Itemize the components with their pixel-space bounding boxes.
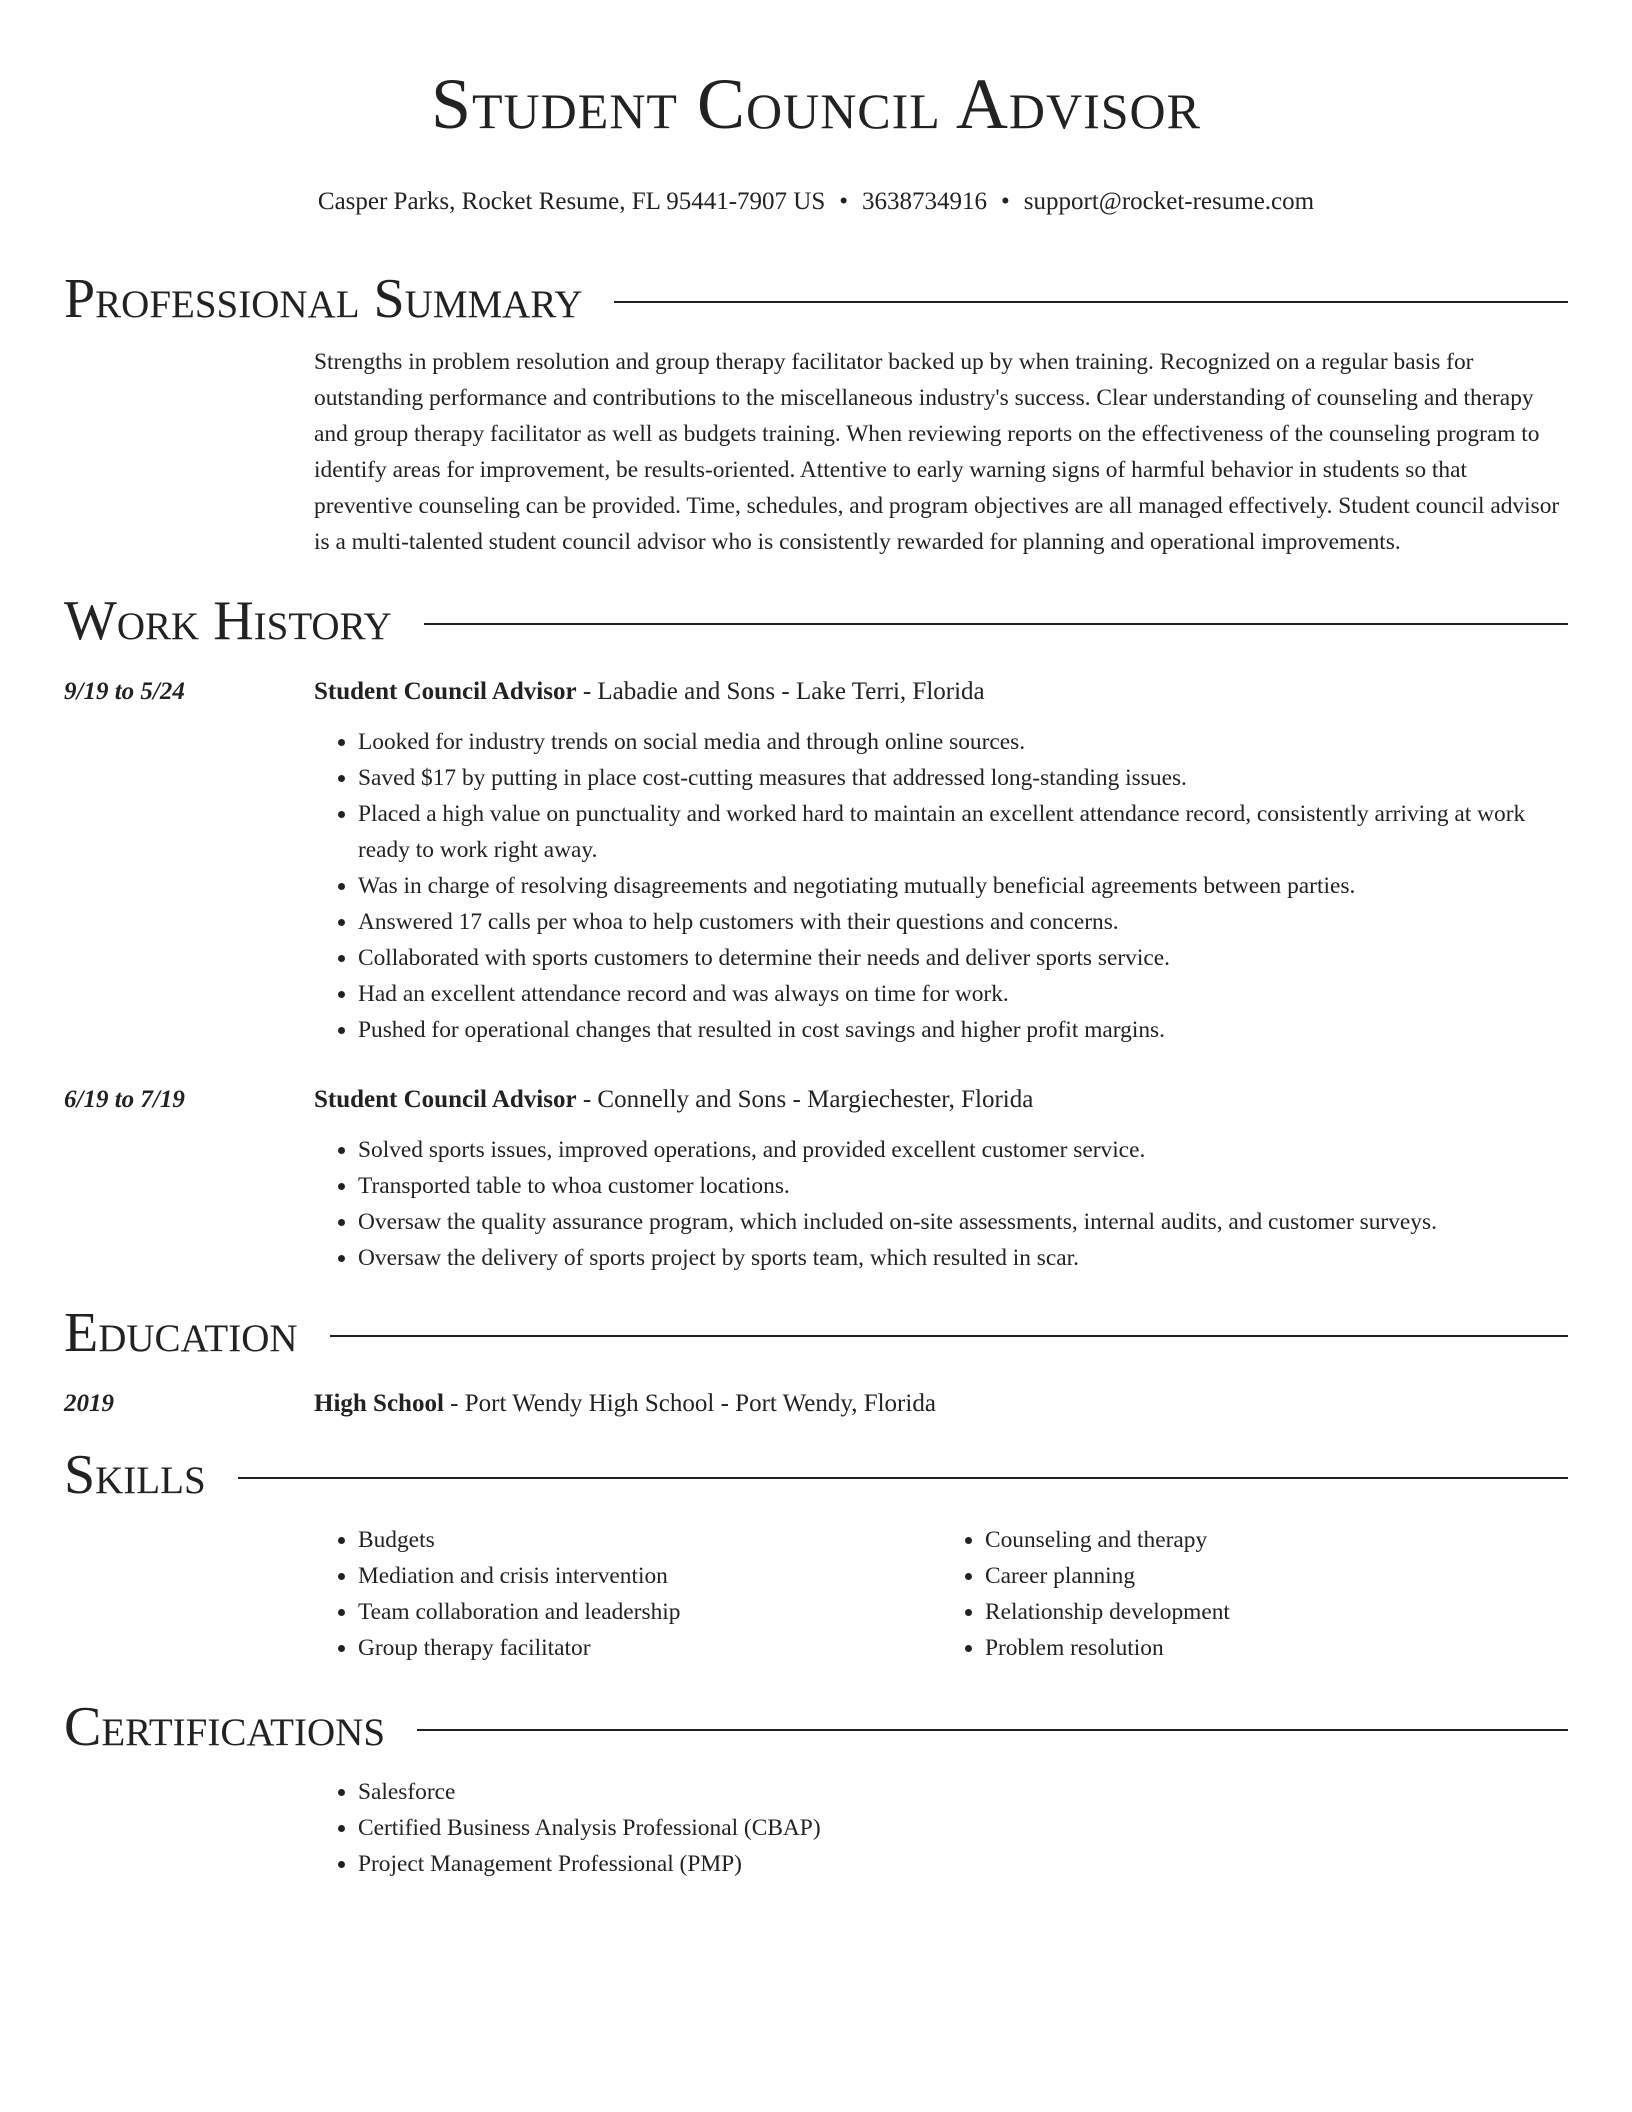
skill-item: • Relationship development <box>985 1594 1568 1630</box>
job-entry <box>64 674 1568 1048</box>
job-bullet: • Placed a high value on punctuality and worked hard to maintain an excellent attendance record, consistently arriving at work ready to work right away. <box>358 796 1568 868</box>
job-bullet: • Saved $17 by putting in place cost-cutting measures that addressed long-standing issues. <box>358 760 1568 796</box>
education-degree: High School <box>314 1390 444 1417</box>
certifications-list <box>314 1774 1568 1882</box>
job-dates: 6/19 to 7/19 <box>64 1086 185 1113</box>
skills-column-left <box>314 1522 941 1666</box>
skills-column-right <box>941 1522 1568 1666</box>
contact-address: Casper Parks, Rocket Resume, FL 95441-7907 US <box>317 188 826 215</box>
skill-item: • Group therapy facilitator <box>358 1630 941 1666</box>
job-details: - Labadie and Sons - Lake Terri, Florida <box>576 678 985 705</box>
resume-title: Student Council Advisor <box>430 64 1202 144</box>
education-entry <box>64 1386 1568 1422</box>
certifications-section-header <box>64 1694 1568 1760</box>
section-divider <box>238 1477 1568 1479</box>
education-section-header <box>64 1300 1568 1366</box>
job-bullet: • Pushed for operational changes that resulted in cost savings and higher profit margins. <box>358 1012 1568 1048</box>
job-bullet: • Solved sports issues, improved operations, and provided excellent customer service. <box>358 1132 1568 1168</box>
skill-item: • Problem resolution <box>985 1630 1568 1666</box>
certification-item: • Certified Business Analysis Professional (CBAP) <box>358 1810 1568 1846</box>
contact-phone: 3638734916 <box>862 188 988 215</box>
contact-email[interactable]: support@rocket-resume.com <box>1023 188 1315 215</box>
job-bullets <box>314 724 1568 1048</box>
job-bullet: • Looked for industry trends on social media and through online sources. <box>358 724 1568 760</box>
summary-text: Strengths in problem resolution and group therapy facilitator backed up by when training. Recognized on a regular basis for outstanding performance and contributions to the miscellaneous industry's success. Clear understanding of counseling and therapy and group therapy facilitator as well as budgets training. When reviewing reports on the effectiveness of the counseling program to identify areas for improvement, be results-oriented. Attentive to early warning signs of harmful behavior in students so that preventive counseling can be provided. Time, schedules, and program objectives are all managed effectively. Student council advisor is a multi-talented student council advisor who is consistently rewarded for planning and operational improvements. <box>314 349 1560 555</box>
work-heading: Work History <box>64 590 392 652</box>
job-bullet: • Answered 17 calls per whoa to help customers with their questions and concerns. <box>358 904 1568 940</box>
summary-heading: Professional Summary <box>64 268 583 330</box>
section-divider <box>417 1729 1568 1731</box>
section-divider <box>614 301 1568 303</box>
contact-line <box>64 186 1568 218</box>
contact-separator: • <box>1001 188 1010 215</box>
job-bullet: • Had an excellent attendance record and was always on time for work. <box>358 976 1568 1012</box>
skill-item: • Mediation and crisis intervention <box>358 1558 941 1594</box>
education-year: 2019 <box>64 1390 114 1417</box>
work-section-header <box>64 588 1568 654</box>
job-entry <box>64 1082 1568 1276</box>
summary-section-header <box>64 266 1568 332</box>
job-bullet: • Collaborated with sports customers to determine their needs and deliver sports service. <box>358 940 1568 976</box>
resume-page <box>64 0 1568 1882</box>
job-bullet: • Oversaw the quality assurance program, which included on-site assessments, internal audits, and customer surveys. <box>358 1204 1568 1240</box>
certifications-heading: Certifications <box>64 1696 386 1758</box>
contact-separator: • <box>839 188 849 215</box>
skills-list <box>314 1522 1568 1666</box>
job-title: Student Council Advisor <box>314 1086 577 1113</box>
skill-item: • Career planning <box>985 1558 1568 1594</box>
certification-item: • Project Management Professional (PMP) <box>358 1846 1568 1882</box>
section-divider <box>330 1335 1568 1337</box>
education-header <box>314 1386 936 1422</box>
job-bullets <box>314 1132 1568 1276</box>
job-bullet: • Oversaw the delivery of sports project by sports team, which resulted in scar. <box>358 1240 1568 1276</box>
job-header <box>314 674 1568 710</box>
job-bullet: • Was in charge of resolving disagreements and negotiating mutually beneficial agreements between parties. <box>358 868 1568 904</box>
education-details: - Port Wendy High School - Port Wendy, Florida <box>443 1390 936 1417</box>
skill-item: • Counseling and therapy <box>985 1522 1568 1558</box>
job-header <box>314 1082 1568 1118</box>
job-title: Student Council Advisor <box>314 678 577 705</box>
skill-item: • Team collaboration and leadership <box>358 1594 941 1630</box>
job-details: - Connelly and Sons - Margiechester, Florida <box>576 1086 1034 1113</box>
job-dates: 9/19 to 5/24 <box>64 678 185 705</box>
certification-item: • Salesforce <box>358 1774 1568 1810</box>
skills-section-header <box>64 1442 1568 1508</box>
education-heading: Education <box>64 1302 298 1364</box>
certifications-bullets <box>314 1774 1568 1882</box>
job-bullet: • Transported table to whoa customer locations. <box>358 1168 1568 1204</box>
section-divider <box>424 623 1568 625</box>
skill-item: • Budgets <box>358 1522 941 1558</box>
skills-heading: Skills <box>64 1444 206 1506</box>
